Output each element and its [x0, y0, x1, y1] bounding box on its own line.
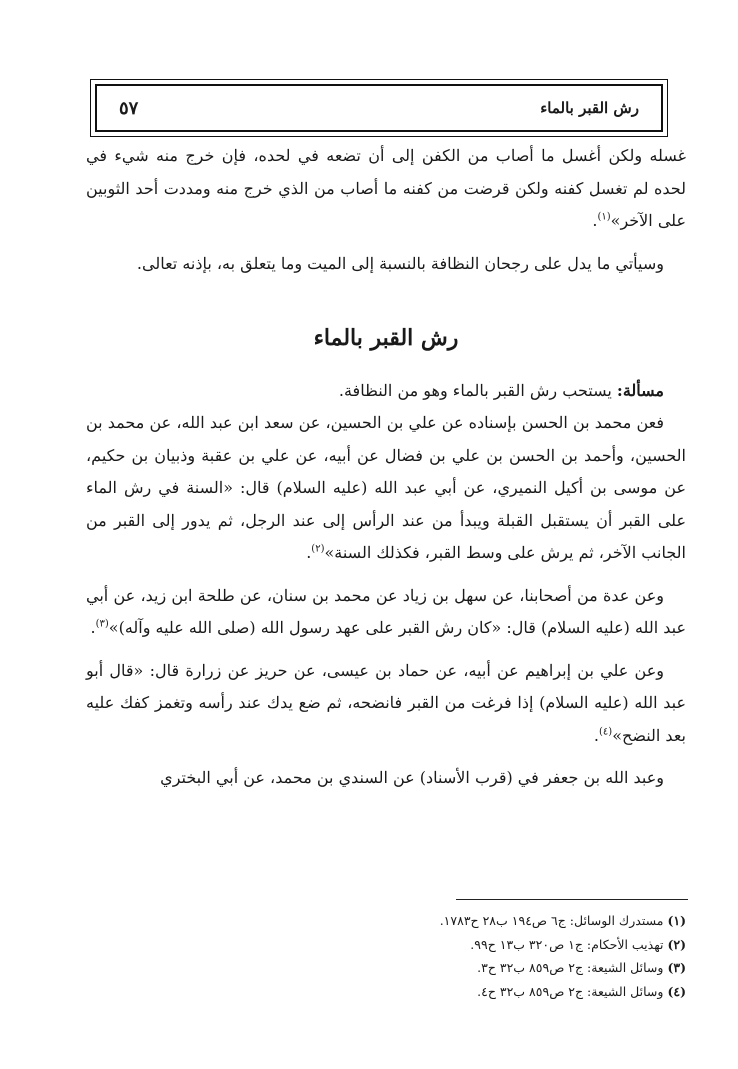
page-header	[90, 79, 668, 137]
section-title: رش القبر بالماء	[313, 325, 459, 351]
paragraph-6	[86, 655, 686, 753]
header-frame	[95, 84, 663, 132]
issue-label: مسألة:	[616, 380, 664, 400]
paragraph-5-text: وعن عدة من أصحابنا، عن سهل بن زياد عن محمد بن سنان، عن طلحة ابن زيد، عن أبي عبد الله (عليه السلام) قال: «كان رش القبر على عهد رسول الله (صلى الله عليه وآله)»	[86, 585, 686, 637]
paragraph-1-text: غسله ولكن أغسل ما أصاب من الكفن إلى أن تضعه في لحده، فإن خرج منه شيء في لحده لم تغسل كفنه ولكن قرضت من كفنه ما أصاب من الذي خرج منه ومددت أحد الثوبين على الآخر»	[86, 146, 686, 230]
footnote-text: وسائل الشيعة: ج٢ ص٨٥٩ ب٣٢ ح٣.	[477, 960, 664, 975]
paragraph-6-text: وعن علي بن إبراهيم عن أبيه، عن حماد بن عيسى، عن حريز عن زرارة قال: «قال أبو عبد الله (عليه السلام) إذا فرغت من القبر فانضحه، ثم ضع يدك عند رأسه وتغمز كفك عليه بعد النضح»	[86, 660, 686, 745]
footnotes	[300, 909, 686, 1003]
paragraph-4-text: فعن محمد بن الحسن بإسناده عن علي بن الحسين، عن سعد ابن عبد الله، عن محمد بن الحسين، وأحمد بن الحسن بن علي بن فضال عن أبيه، عن علي بن عقبة وذبيان بن حكيم، عن موسى بن أكيل النميري، عن أبي عبد الله (عليه السلام) قال: «السنة في رش الماء على القبر أن يستقبل القبلة ويبدأ من عند الرأس إلى عند الرجل، ثم يدور إلى القبر من الجانب الآخر، ثم يرش على وسط القبر، فكذلك السنة»	[86, 413, 686, 562]
footnote-ref-4: (٤)	[599, 726, 613, 738]
paragraph-5-end: .	[90, 618, 96, 637]
footnote-ref-2: (٢)	[311, 543, 325, 555]
footnote-4	[300, 980, 686, 1004]
footnote-number: (٢)	[667, 936, 686, 952]
footnote-3	[300, 956, 686, 980]
footnote-1	[300, 909, 686, 933]
footnote-number: (١)	[667, 913, 686, 928]
paragraph-3-text: يستحب رش القبر بالماء وهو من النظافة.	[338, 380, 612, 400]
footnote-number: (٤)	[667, 983, 686, 999]
paragraph-2: وسيأتي ما يدل على رجحان النظافة بالنسبة إلى الميت وما يتعلق به، بإذنه تعالى.	[136, 253, 664, 273]
footnote-text: وسائل الشيعة: ج٢ ص٨٥٩ ب٣٢ ح٤.	[477, 983, 664, 999]
running-title: رش القبر بالماء	[540, 99, 639, 117]
paragraph-7: وعبد الله بن جعفر في (قرب الأسناد) عن السندي بن محمد، عن أبي البختري	[160, 768, 664, 787]
footnote-2	[300, 933, 686, 957]
footnote-text: تهذيب الأحكام: ج١ ص٣٢٠ ب١٣ ح٩٩.	[470, 936, 664, 952]
paragraph-5	[86, 580, 686, 645]
footnote-text: مستدرك الوسائل: ج٦ ص١٩٤ ب٢٨ ح١٧٨٣.	[439, 913, 664, 928]
footnote-ref-3: (٣)	[95, 618, 109, 630]
paragraph-4	[86, 407, 686, 570]
footnote-rule	[456, 899, 688, 900]
body-text	[86, 140, 686, 795]
footnote-number: (٣)	[667, 960, 686, 975]
paragraph-1	[86, 140, 686, 238]
footnote-ref-1: (١)	[597, 211, 611, 223]
paragraph-3	[86, 375, 686, 408]
paragraph-4-end: .	[306, 543, 312, 562]
page-number: ٥٧	[119, 97, 139, 119]
paragraph-1-end: .	[592, 211, 598, 230]
paragraph-6-end: .	[593, 725, 600, 745]
